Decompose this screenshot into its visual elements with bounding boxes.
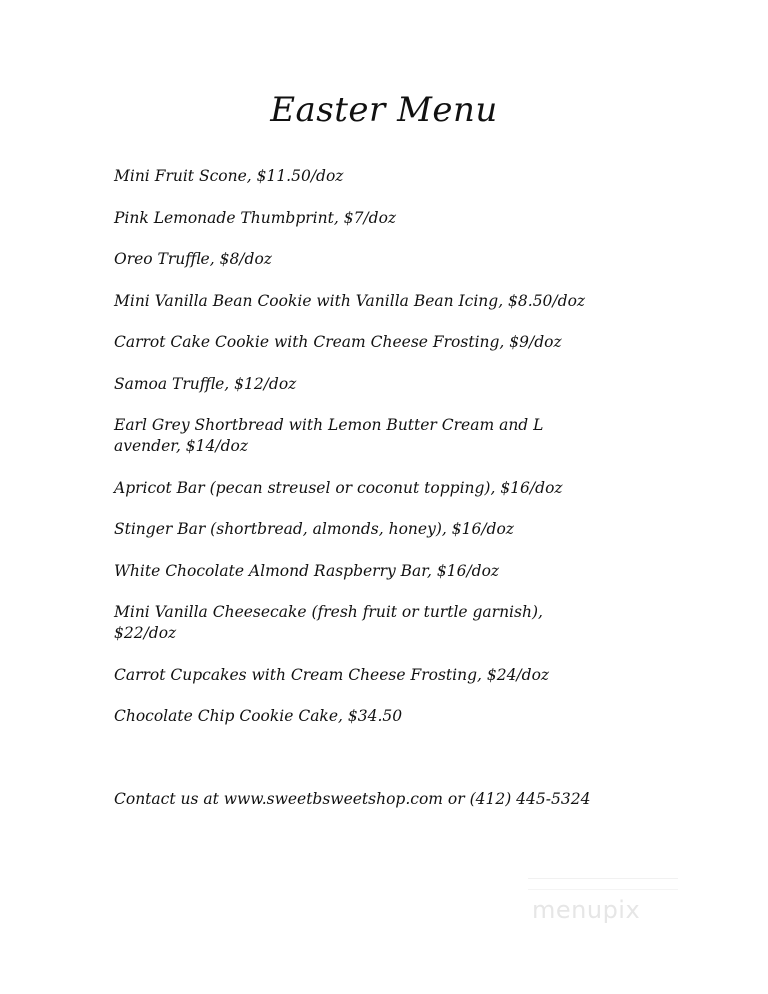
menu-item-chocolate-chip-cookie-cake: Chocolate Chip Cookie Cake, $34.50 — [114, 707, 403, 725]
menu-item-carrot-cupcakes: Carrot Cupcakes with Cream Cheese Frosting, $24/doz — [114, 665, 550, 684]
menu-item-line: Earl Grey Shortbread with Lemon Butter Cream and L — [114, 416, 544, 434]
menu-item-carrot-cake-cookie: Carrot Cake Cookie with Cream Cheese Frosting, $9/doz — [114, 333, 562, 351]
watermark-logo: menupix — [532, 896, 641, 924]
menu-item-apricot-bar: Apricot Bar (pecan streusel or coconut topping), $16/doz — [114, 478, 563, 497]
menu-list — [114, 166, 674, 748]
menu-item-white-chocolate-almond-raspberry-bar: White Chocolate Almond Raspberry Bar, $16/doz — [114, 561, 500, 580]
page-title: Easter Menu — [270, 90, 498, 130]
watermark-band — [528, 878, 678, 890]
menu-item-stinger-bar: Stinger Bar (shortbread, almonds, honey), $16/doz — [114, 520, 514, 538]
menu-item-line: Mini Vanilla Cheesecake (fresh fruit or turtle garnish), — [114, 603, 543, 621]
menu-item-mini-vanilla-bean-cookie: Mini Vanilla Bean Cookie with Vanilla Bean Icing, $8.50/doz — [114, 291, 586, 310]
menu-item-oreo-truffle: Oreo Truffle, $8/doz — [114, 250, 272, 268]
menu-item-line: $22/doz — [114, 624, 177, 642]
menu-item-earl-grey-shortbread — [114, 415, 674, 457]
menu-item-line: avender, $14/doz — [114, 437, 249, 455]
menu-item-mini-fruit-scone: Mini Fruit Scone, $11.50/doz — [114, 167, 344, 185]
menu-item-mini-vanilla-cheesecake — [114, 602, 674, 644]
menu-item-pink-lemonade-thumbprint: Pink Lemonade Thumbprint, $7/doz — [114, 208, 397, 227]
contact-info: Contact us at www.sweetbsweetshop.com or (412) 445-5324 — [114, 790, 591, 808]
menu-item-samoa-truffle: Samoa Truffle, $12/doz — [114, 374, 297, 393]
